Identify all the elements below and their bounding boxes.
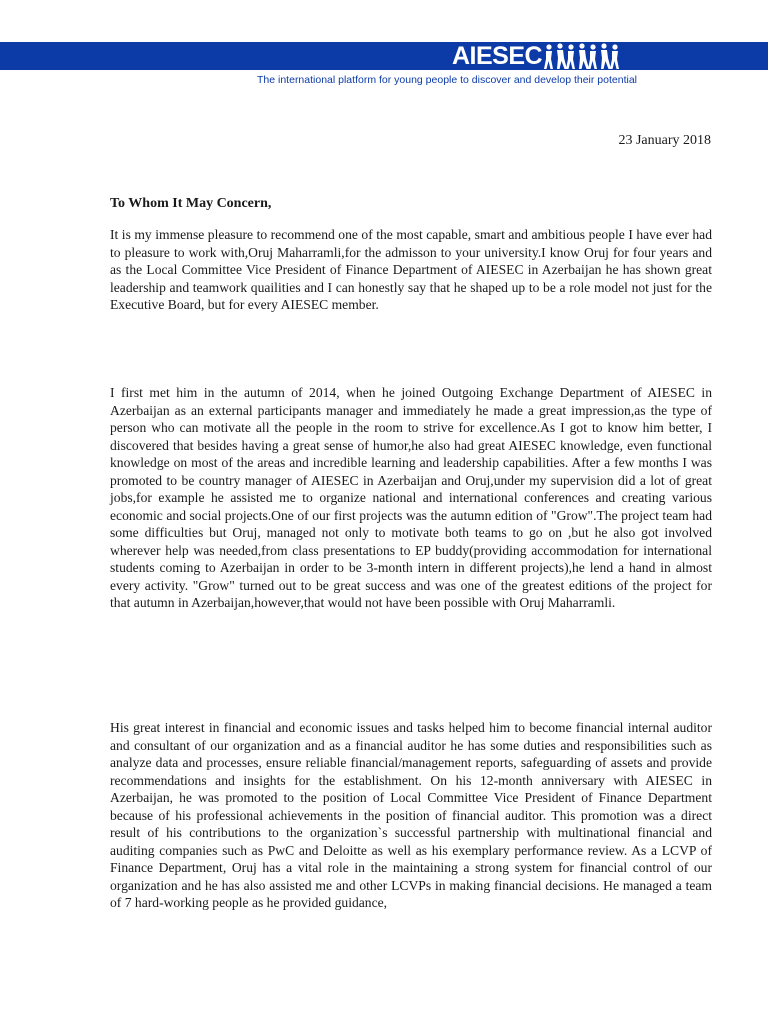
people-silhouettes-icon — [544, 41, 626, 71]
aiesec-logo — [452, 40, 626, 72]
paragraph-finance-role: His great interest in financial and economic issues and tasks helped him to become financial internal auditor and consultant of our organization and as a financial auditor he has some duties and responsibilities such as analyze data and processes, ensure reliable financial/management reports, safeguarding of assets and provide recommendations and insights for the establishment. On his 12-month anniversary with AIESEC in Azerbaijan, he was promoted to the position of Local Committee Vice President of Finance Department because of his professional achievements in the position of financial auditor. This promotion was a direct result of his contributions to the organization`s successful partnership with multinational financial and auditing companies such as PwC and Deloitte as well as his exemplary performance review. As a LCVP of Finance Department, Oruj has a vital role in the maintaining a strong system for financial control of our organization and he has also assisted me and other LCVPs in making financial decisions. He managed a team of 7 hard-working people as he provided guidance, — [110, 720, 712, 910]
paragraph-intro: It is my immense pleasure to recommend one of the most capable, smart and ambitious people I have ever had to pleasure to work with,Oruj Maharramli,for the admisson to your university.I know Oruj for four years and as the Local Committee Vice President of Finance Department of AIESEC in Azerbaijan he has shown great leadership and teamwork quailities and I can honestly say that he shaped up to be a role model not just for the Executive Board, but for every AIESEC member. — [110, 227, 712, 312]
header-band — [0, 42, 768, 70]
paragraph-first-meeting: I first met him in the autumn of 2014, when he joined Outgoing Exchange Department of AIESEC in Azerbaijan as an external participants manager and immediately he made a great impression,as the type of person who can motivate all the people in the room to strive for excellence.As I got to know him better, I discovered that besides having a great sense of humor,he also had great AIESEC knowledge, even functional knowledge on most of the areas and incredible learning and leadership capabilities. After a few months I was promoted to be country manager of AIESEC in Azerbaijan and Oruj,under my supervision did a lot of great jobs,for example he assisted me to organize national and international conferences and creating various economic and social projects.One of our first projects was the autumn edition of "Grow".The project team had some difficulties but Oruj, managed not only to motivate both teams to go on ,but he also got involved wherever help was needed,from class presentations to EP buddy(providing accommodation for international students coming to Azerbaijan in order to be 3-month intern in different projects),he lend a hand in almost every activity. "Grow" turned out to be great success and was one of the greatest editions of the project for that autumn in Azerbaijan,however,that would not have been possible with Oruj Maharramli. — [110, 385, 712, 610]
tagline: The international platform for young people to discover and develop their potential — [257, 74, 637, 86]
logo-text: AIESEC — [452, 41, 543, 70]
letter-date: 23 January 2018 — [618, 133, 711, 148]
salutation: To Whom It May Concern, — [110, 196, 272, 211]
